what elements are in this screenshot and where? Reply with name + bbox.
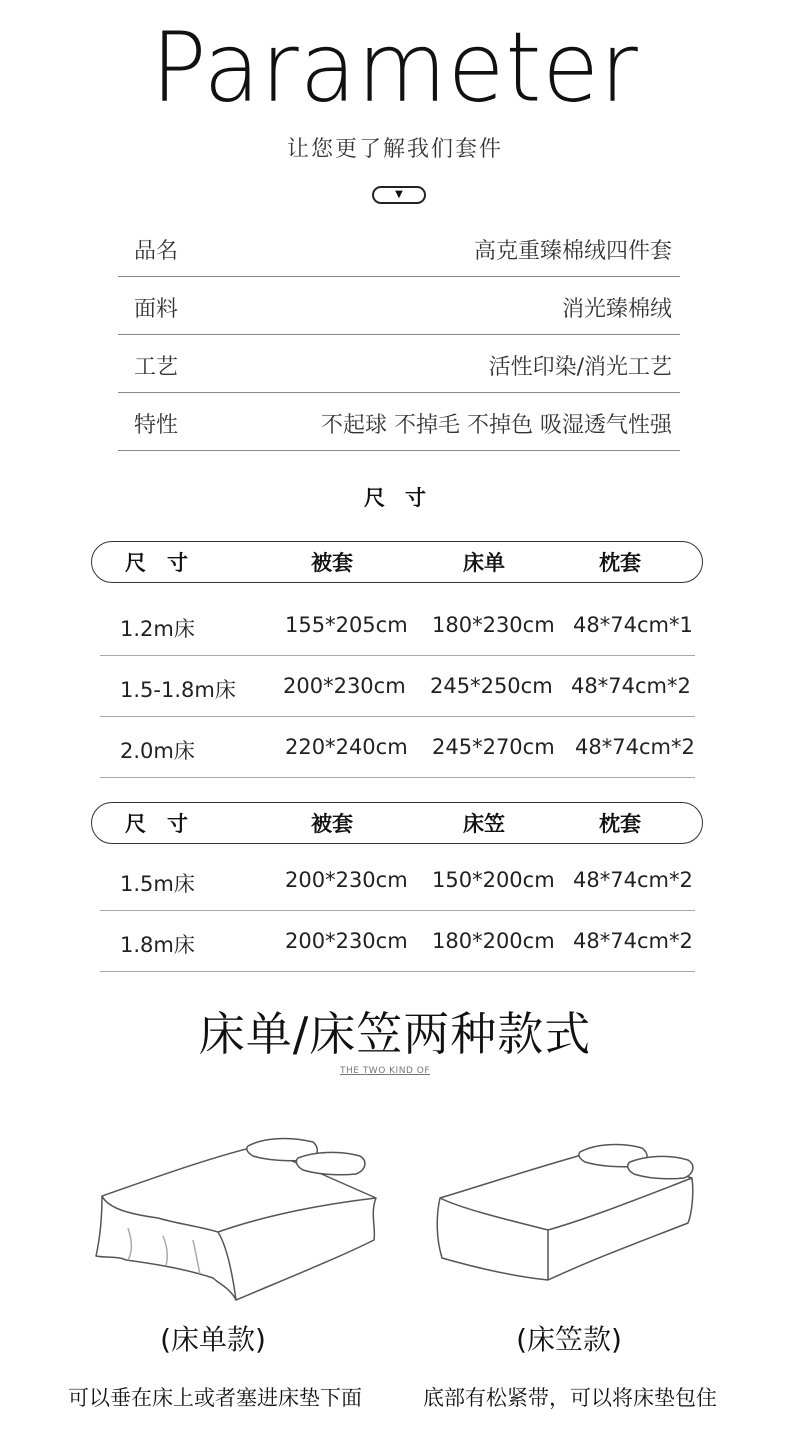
size-table-fitted: [91, 802, 703, 972]
fitted-sheet-description: 底部有松紧带，可以将床垫包住: [423, 1386, 717, 1410]
cell-duvet: 200*230cm: [285, 929, 408, 953]
flat-sheet-caption: (床单款): [160, 1323, 266, 1356]
page-subtitle: 让您更了解我们套件: [286, 137, 503, 162]
table-row: [100, 656, 695, 717]
flat-sheet-description: 可以垂在床上或者塞进床垫下面: [68, 1386, 362, 1410]
styles-title: 床单/床笠两种款式: [198, 1007, 592, 1061]
cell-duvet: 220*240cm: [285, 735, 408, 759]
styles-subtitle: THE TWO KIND OF: [340, 1066, 430, 1076]
flat-sheet-bed-illustration: [88, 1128, 388, 1308]
cell-duvet: 200*230cm: [283, 674, 406, 698]
table-row: [100, 595, 695, 656]
cell-pillow: 48*74cm*2: [575, 735, 695, 759]
param-row-fabric: [118, 280, 680, 335]
header-duvet: 被套: [311, 551, 353, 575]
chevron-down-icon: ▼: [372, 186, 426, 204]
header-fitted: 床笠: [463, 812, 505, 836]
cell-size: 1.8m床: [120, 933, 195, 957]
fitted-sheet-bed-illustration: [430, 1138, 700, 1288]
cell-pillow: 48*74cm*2: [573, 868, 693, 892]
size-table-sheet: [91, 541, 703, 778]
param-value: 高克重臻棉绒四件套: [473, 238, 672, 264]
header-duvet: 被套: [311, 812, 353, 836]
cell-sheet: 245*250cm: [430, 674, 553, 698]
cell-fitted: 150*200cm: [432, 868, 555, 892]
header-sheet: 床单: [463, 551, 505, 575]
cell-sheet: 245*270cm: [432, 735, 555, 759]
cell-size: 1.2m床: [120, 617, 195, 641]
cell-size: 1.5-1.8m床: [120, 678, 236, 702]
table-header: [91, 802, 703, 844]
param-key: 特性: [134, 412, 179, 438]
parameter-list: [118, 222, 680, 454]
param-row-name: [118, 222, 680, 277]
header-size: 尺 寸: [125, 551, 188, 575]
page-title: Parameter: [151, 11, 639, 124]
table-row: [100, 850, 695, 911]
param-row-feature: [118, 396, 680, 451]
table-header: [91, 541, 703, 583]
cell-duvet: 200*230cm: [285, 868, 408, 892]
param-key: 工艺: [134, 354, 179, 380]
table-row: [100, 717, 695, 778]
param-value: 活性印染/消光工艺: [488, 354, 672, 380]
header-pillow: 枕套: [599, 551, 641, 575]
param-key: 面料: [134, 296, 179, 322]
cell-sheet: 180*230cm: [432, 613, 555, 637]
param-value: 不起球 不掉毛 不掉色 吸湿透气性强: [321, 412, 672, 438]
param-key: 品名: [134, 238, 179, 264]
cell-size: 2.0m床: [120, 739, 195, 763]
header-size: 尺 寸: [125, 812, 188, 836]
cell-pillow: 48*74cm*2: [573, 929, 693, 953]
param-row-craft: [118, 338, 680, 393]
cell-pillow: 48*74cm*2: [571, 674, 691, 698]
cell-pillow: 48*74cm*1: [573, 613, 693, 637]
param-value: 消光臻棉绒: [561, 296, 672, 322]
fitted-sheet-caption: (床笠款): [516, 1323, 622, 1356]
cell-duvet: 155*205cm: [285, 613, 408, 637]
size-heading: 尺寸: [364, 486, 446, 510]
header-pillow: 枕套: [599, 812, 641, 836]
cell-size: 1.5m床: [120, 872, 195, 896]
table-row: [100, 911, 695, 972]
cell-fitted: 180*200cm: [432, 929, 555, 953]
